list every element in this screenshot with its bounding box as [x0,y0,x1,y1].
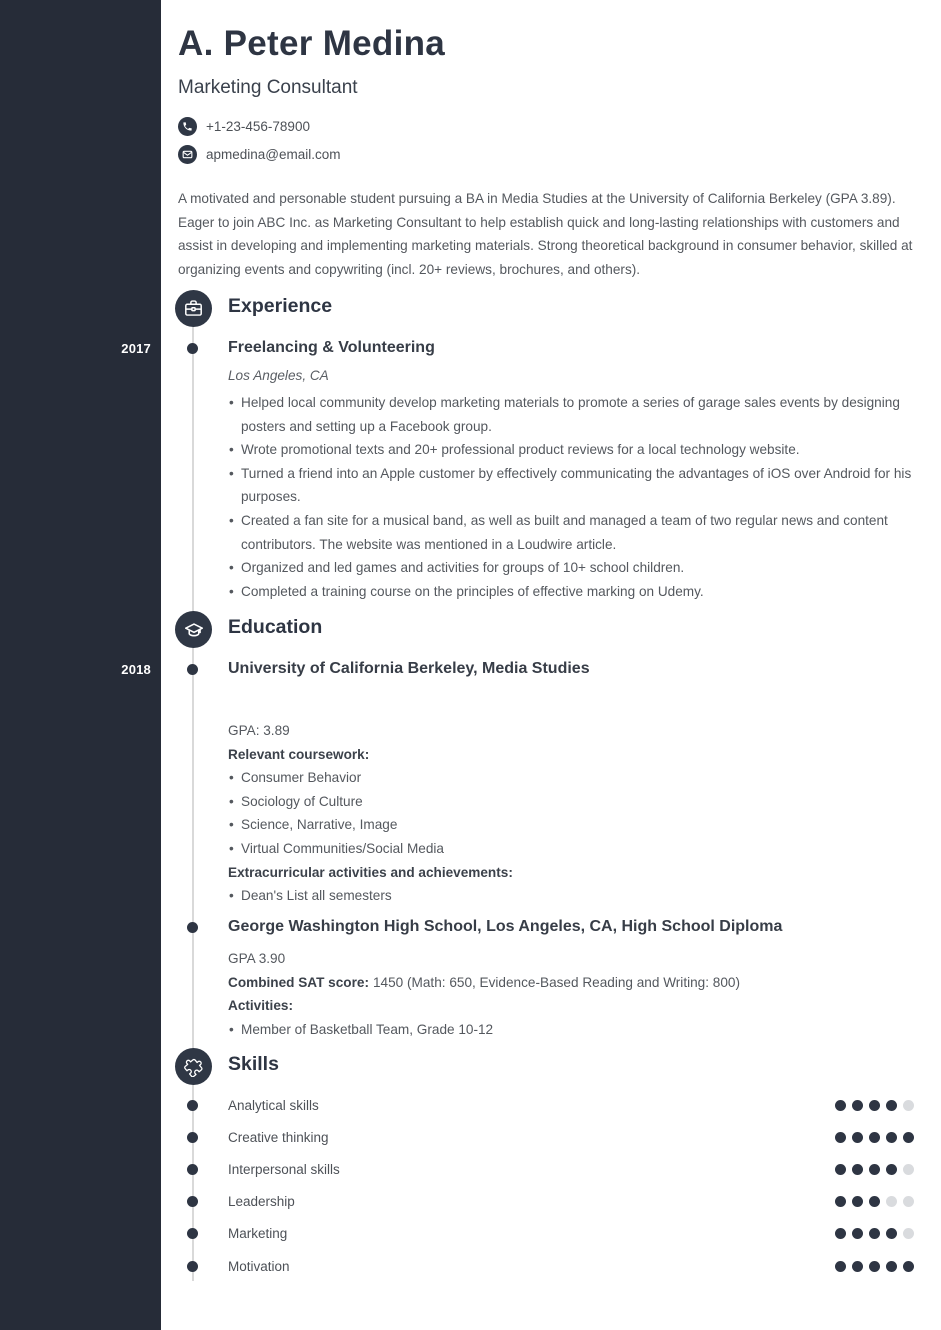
resume-job-title: Marketing Consultant [178,77,358,98]
timeline-dot-skill [187,1261,198,1272]
skill-level-dot [903,1100,914,1111]
skill-level-dot [835,1132,846,1143]
skill-level-dot [903,1261,914,1272]
skill-level-dot [869,1228,880,1239]
sat-label: Combined SAT score: [228,974,369,990]
skill-level-dot [852,1100,863,1111]
skill-rating [835,1100,914,1111]
coursework-item: • Science, Narrative, Image [228,813,918,837]
briefcase-icon [175,290,212,327]
skill-rating [835,1196,914,1207]
skill-level-dot [903,1132,914,1143]
experience-bullet-item: • Created a fan site for a musical band, as well as built and managed a team of two regular news and content contributors. The website was mentioned in a Loudwire article. [228,509,918,556]
resume-name: A. Peter Medina [178,24,446,63]
section-skills-heading: Skills [228,1053,279,1075]
experience-bullet-item: • Completed a training course on the principles of effective marking on Udemy. [228,580,918,604]
timeline-dot-skill [187,1196,198,1207]
summary-text: A motivated and personable student pursuing a BA in Media Studies at the University of California Berkeley (GPA 3.89). Eager to join ABC Inc. as Marketing Consultant to help establish quick and long-lasting relationships with customers and assist in developing and implementing marketing materials. Strong theoretical background in consumer behavior, skilled at organizing events and copywriting (incl. 20+ reviews, brochures, and others). [178,191,913,277]
phone-icon [178,117,197,136]
coursework-item: • Virtual Communities/Social Media [228,837,918,861]
extracurricular-item: • Dean's List all semesters [228,884,918,908]
skill-level-dot [886,1164,897,1175]
skill-level-dot [886,1196,897,1207]
phone-row [178,117,341,136]
skill-label: Analytical skills [228,1097,319,1113]
timeline-dot-education-1 [187,664,198,675]
education-entry-details-1 [228,719,918,908]
experience-bullet-item: • Organized and led games and activities for groups of 10+ school children. [228,556,918,580]
contact-block [178,117,341,164]
skill-level-dot [869,1261,880,1272]
year-label-2017: 2017 [121,341,151,356]
skill-rating [835,1132,914,1143]
experience-entry-title: Freelancing & Volunteering [228,339,435,356]
sat-value: 1450 (Math: 650, Evidence-Based Reading and Writing: 800) [373,974,741,990]
experience-bullets [228,391,918,603]
skill-level-dot [869,1164,880,1175]
timeline-dot-skill [187,1100,198,1111]
skill-level-dot [886,1261,897,1272]
skill-row [187,1153,914,1185]
email-icon [178,145,197,164]
activities-list [228,1018,918,1042]
timeline-dot-skill [187,1132,198,1143]
education-entry-title-1: University of California Berkeley, Media Studies [228,660,590,677]
timeline-dot-skill [187,1164,198,1175]
email-row [178,145,341,164]
year-label-2018: 2018 [121,662,151,677]
skill-level-dot [835,1196,846,1207]
skill-level-dot [852,1228,863,1239]
education-entry-title-2: George Washington High School, Los Angeles, CA, High School Diploma [228,918,783,935]
coursework-label: Relevant coursework: [228,746,370,762]
skill-row [187,1121,914,1153]
coursework-item: • Consumer Behavior [228,766,918,790]
timeline-dot-skill [187,1228,198,1239]
education-gpa-1: GPA: 3.89 [228,723,290,738]
experience-bullet-list [228,391,918,603]
coursework-item: • Sociology of Culture [228,790,918,814]
section-education-heading: Education [228,616,323,638]
experience-bullet-item: • Helped local community develop marketing materials to promote a series of garage sales events by designing posters and setting up a Facebook group. [228,391,918,438]
phone-number: +1-23-456-78900 [206,119,310,134]
timeline-dot-education-2 [187,922,198,933]
skill-rating [835,1228,914,1239]
skill-rating [835,1261,914,1272]
skill-level-dot [835,1228,846,1239]
extracurricular-list [228,884,918,908]
activities-label: Activities: [228,998,293,1014]
education-entry-details-2 [228,947,918,1041]
skill-level-dot [869,1196,880,1207]
coursework-list [228,766,918,860]
skill-level-dot [852,1132,863,1143]
skill-level-dot [886,1228,897,1239]
skill-level-dot [903,1196,914,1207]
skill-level-dot [835,1100,846,1111]
email-address: apmedina@email.com [206,147,341,162]
section-experience-heading: Experience [228,295,333,317]
skill-level-dot [886,1100,897,1111]
skill-row [187,1186,914,1218]
sat-line [228,971,918,995]
skill-label: Motivation [228,1258,290,1274]
skill-level-dot [852,1196,863,1207]
skill-row [187,1250,914,1282]
skill-level-dot [852,1261,863,1272]
experience-bullet-item: • Wrote promotional texts and 20+ professional product reviews for a local technology website. [228,438,918,462]
education-gpa-2: GPA 3.90 [228,951,286,966]
timeline-dot-experience [187,343,198,354]
puzzle-icon [175,1048,212,1085]
graduation-cap-icon [175,611,212,648]
skill-level-dot [903,1228,914,1239]
skill-label: Leadership [228,1194,295,1210]
experience-bullet-item: • Turned a friend into an Apple customer by effectively communicating the advantages of iOS over Android for his purposes. [228,462,918,509]
skill-label: Interpersonal skills [228,1161,340,1177]
skill-level-dot [869,1100,880,1111]
activities-item: • Member of Basketball Team, Grade 10-12 [228,1018,918,1042]
skill-row [187,1218,914,1250]
skill-label: Marketing [228,1226,288,1242]
skills-list [187,1089,914,1282]
skill-level-dot [869,1132,880,1143]
extracurricular-label: Extracurricular activities and achievements: [228,864,513,880]
skill-label: Creative thinking [228,1129,329,1145]
skill-level-dot [886,1132,897,1143]
skill-row [187,1089,914,1121]
skill-level-dot [903,1164,914,1175]
skill-rating [835,1164,914,1175]
skill-level-dot [852,1164,863,1175]
experience-entry-location: Los Angeles, CA [228,368,329,383]
skill-level-dot [835,1164,846,1175]
skill-level-dot [835,1261,846,1272]
